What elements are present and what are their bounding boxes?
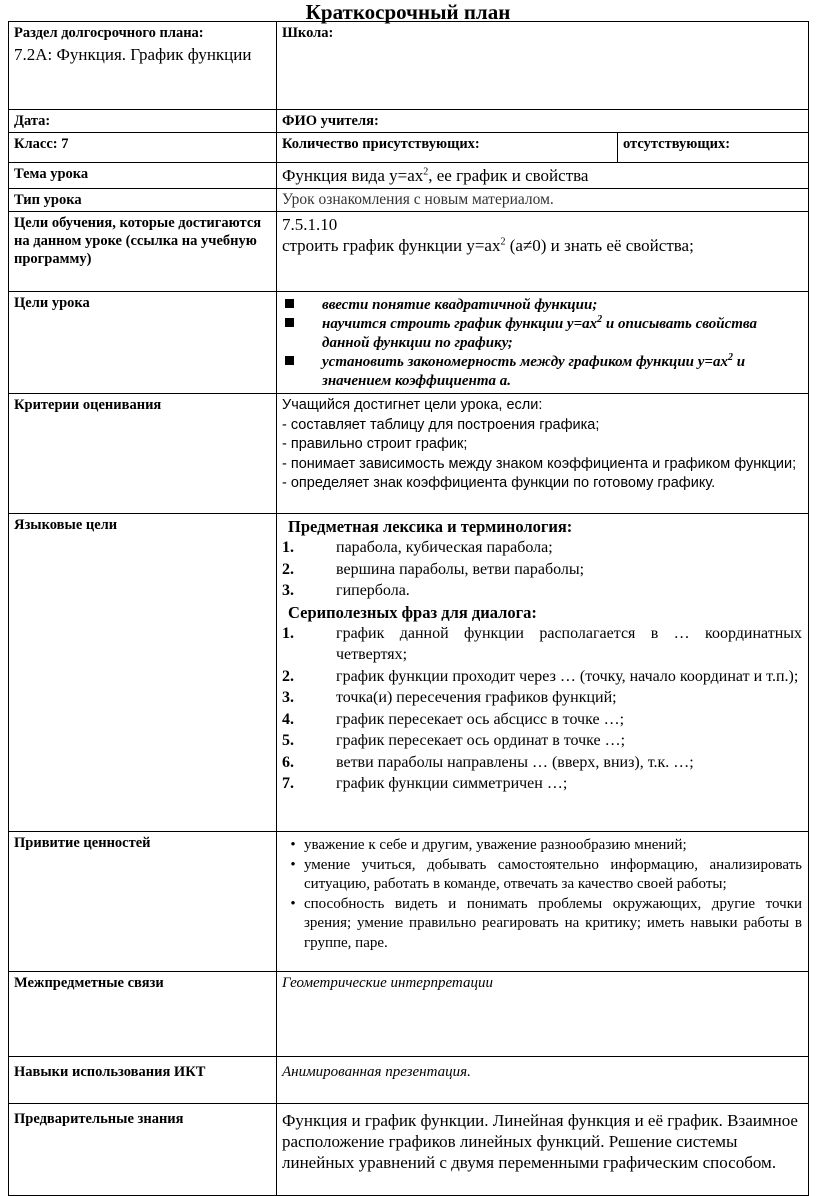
phrase-item: 1. график данной функции располагается в … координатных четвертях; xyxy=(282,624,803,663)
crosscurricular-value: Геометрические интерпретации xyxy=(277,972,809,1057)
bullet-icon: • xyxy=(290,856,296,873)
vocab-heading: Предметная лексика и терминология: xyxy=(288,517,573,536)
vocab-item: 1. парабола, кубическая парабола; xyxy=(282,539,553,556)
row-class xyxy=(9,133,809,163)
bullet-icon: • xyxy=(290,837,296,853)
row-section xyxy=(9,22,809,110)
absent-label: отсутствующих: xyxy=(618,133,809,163)
criteria-line: - правильно строит график; xyxy=(282,436,468,452)
goal-item: научится строить график функции $y=ax^2$ и описывать свойства данной функции по графику; xyxy=(282,315,803,353)
objectives-label: Цели обучения, которые достигаются на данном уроке (ссылка на учебную программу) xyxy=(9,212,277,292)
lesson-goals-label: Цели урока xyxy=(9,292,277,394)
square-bullet-icon xyxy=(285,299,294,308)
criteria-line: Учащийся достигнет цели урока, если: xyxy=(282,397,543,413)
teacher-label: ФИО учителя: xyxy=(277,110,809,133)
school-label: Школа: xyxy=(277,22,809,110)
lesson-goals-value xyxy=(277,292,809,394)
language-label: Языковые цели xyxy=(9,514,277,832)
ict-label: Навыки использования ИКТ xyxy=(9,1057,277,1104)
phrase-item: 7. график функции симметричен …; xyxy=(282,775,568,792)
crosscurricular-label: Межпредметные связи xyxy=(9,972,277,1057)
section-value: 7.2А: Функция. График функции xyxy=(14,45,252,64)
values-item: • уважение к себе и другим, уважение разнообразию мнений; xyxy=(282,836,802,856)
criteria-line: - понимает зависимость между знаком коэффициента и графиком функции; xyxy=(282,455,797,472)
phrase-item: 6. ветви параболы направлены … (вверх, вниз), т.к. …; xyxy=(282,753,694,771)
row-language xyxy=(9,514,809,832)
row-lesson-type xyxy=(9,189,809,212)
values-item: • умение учиться, добывать самостоятельно информацию, анализировать ситуацию, работать в команде, отвечать за качество своей работы; xyxy=(282,856,802,895)
phrases-heading: Сериполезных фраз для диалога: xyxy=(288,602,537,622)
phrase-item: 3. точка(и) пересечения графиков функций; xyxy=(282,689,617,706)
goal-item: ввести понятие квадратичной функции; xyxy=(282,296,803,315)
row-objectives xyxy=(9,212,809,292)
row-topic xyxy=(9,163,809,189)
topic-label: Тема урока xyxy=(9,163,277,189)
objective-code: 7.5.1.10 xyxy=(282,215,338,234)
criteria-label: Критерии оценивания xyxy=(9,394,277,514)
present-label: Количество присутствующих: xyxy=(277,133,618,163)
class-label: Класс: 7 xyxy=(9,133,277,163)
bullet-icon: • xyxy=(290,895,296,912)
lesson-type-label: Тип урока xyxy=(9,189,277,212)
row-crosscurricular xyxy=(9,972,809,1057)
topic-value: Функция вида $y=ax^2$, ее график и свойства xyxy=(277,163,809,189)
values-item: • способность видеть и понимать проблемы окружающих, другие точки зрения; умение правильно реагировать на критику; иметь навыки работы в группе, паре. xyxy=(282,895,802,954)
square-bullet-icon xyxy=(285,318,294,327)
row-values xyxy=(9,832,809,972)
row-lesson-goals xyxy=(9,292,809,394)
phrase-item: 4. график пересекает ось абсцисс в точке …; xyxy=(282,710,625,728)
phrase-item: 2. график функции проходит через … (точку, начало координат и т.п.); xyxy=(282,667,799,685)
cell-section xyxy=(9,22,277,110)
phrase-item: 5. график пересекает ось ординат в точке …; xyxy=(282,732,626,749)
values-label: Привитие ценностей xyxy=(9,832,277,972)
prior-label: Предварительные знания xyxy=(9,1104,277,1196)
row-prior xyxy=(9,1104,809,1196)
criteria-value xyxy=(277,394,809,514)
row-ict xyxy=(9,1057,809,1104)
vocab-item: 2. вершина параболы, ветви параболы; xyxy=(282,560,585,578)
criteria-line: - составляет таблицу для построения графика; xyxy=(282,416,600,433)
objectives-value xyxy=(277,212,809,292)
row-criteria xyxy=(9,394,809,514)
vocab-item: 3. гипербола. xyxy=(282,582,410,599)
page-title: Краткосрочный план xyxy=(305,0,511,24)
language-value xyxy=(277,514,809,832)
goal-item: установить закономерность между графиком функции $y=ax^2$ и значением коэффициента a. xyxy=(282,353,803,391)
ict-value: Анимированная презентация. xyxy=(277,1057,809,1104)
prior-value: Функция и график функции. Линейная функция и её график. Взаимное расположение графиков линейных функций. Решение системы линейных уравнений с двумя переменными графическим способом. xyxy=(277,1104,809,1196)
square-bullet-icon xyxy=(285,356,294,365)
objective-text: строить график функции $y=ax^2$ (a≠0) и знать её свойства; xyxy=(282,236,694,255)
criteria-line: - определяет знак коэффициента функции по готовому графику. xyxy=(282,475,716,491)
lesson-plan-table xyxy=(8,21,809,1196)
date-label: Дата: xyxy=(9,110,277,133)
section-label: Раздел долгосрочного плана: xyxy=(14,25,204,41)
row-date xyxy=(9,110,809,133)
values-value xyxy=(277,832,809,972)
lesson-type-value: Урок ознакомления с новым материалом. xyxy=(277,189,809,212)
